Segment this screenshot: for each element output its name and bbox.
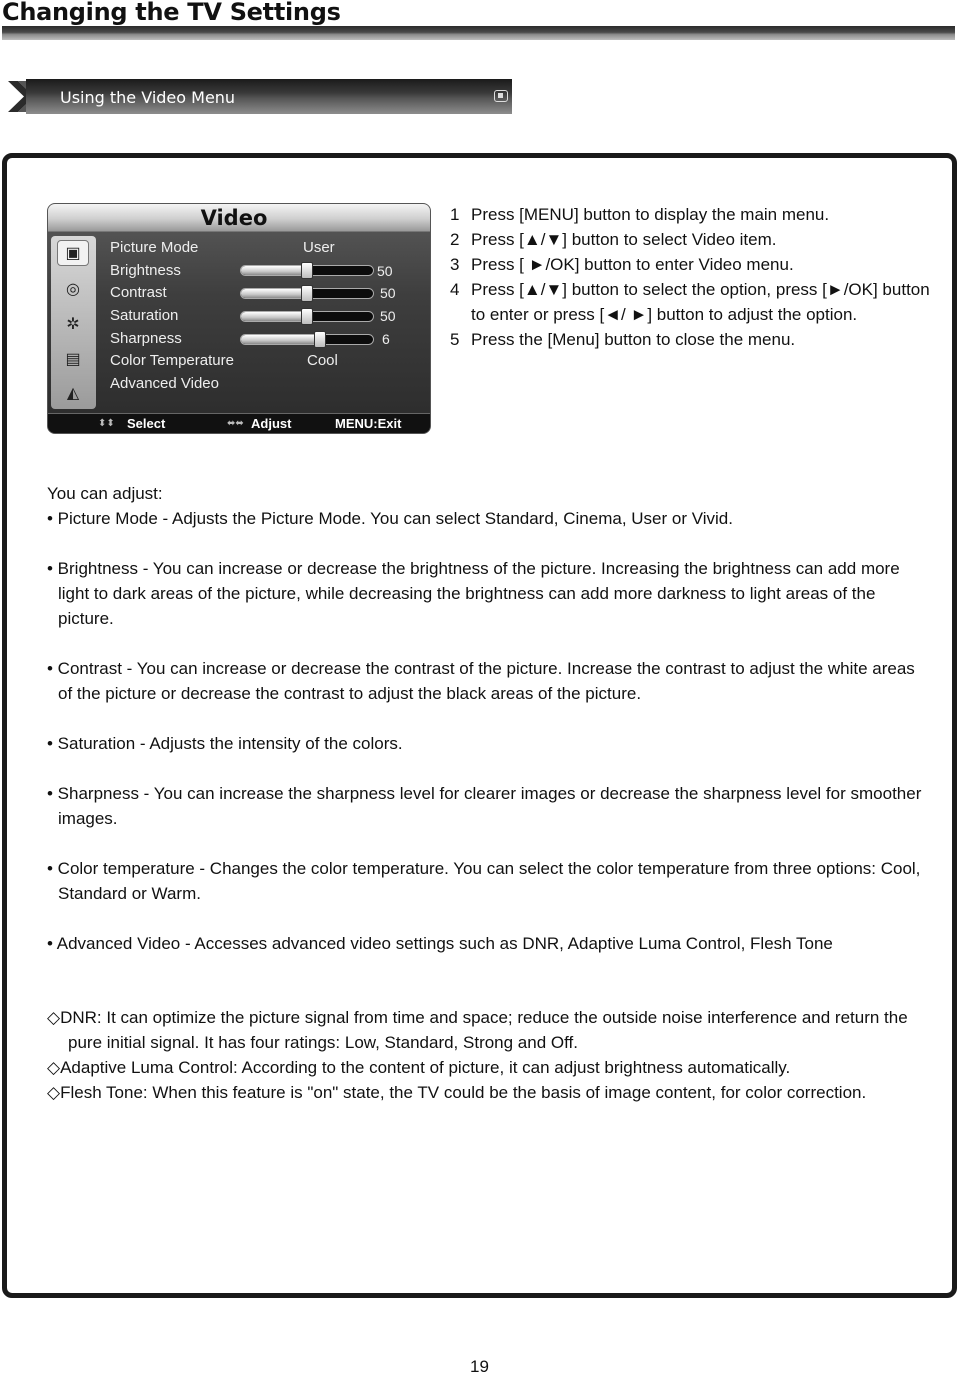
step-text: Press [ ►/OK] button to enter Video menu. — [471, 255, 794, 274]
brightness-knob — [301, 262, 313, 279]
step-text: Press the [Menu] button to close the menu. — [471, 330, 796, 349]
tv-value-picture-mode: User — [303, 239, 335, 256]
up-down-arrows-icon: ⬍⬍ — [98, 418, 115, 429]
tv-row-picture-mode: Picture Mode — [110, 239, 199, 256]
sharpness-slider — [240, 334, 374, 345]
saturation-value: 50 — [380, 308, 396, 324]
contrast-fill — [241, 289, 307, 298]
step-number: 3 — [450, 255, 460, 274]
section-banner — [8, 79, 512, 114]
brightness-value: 50 — [377, 263, 393, 279]
setup-icon: ✲ — [66, 316, 80, 333]
tv-row-sharpness: Sharpness — [110, 330, 182, 347]
bullet-brightness: • Brightness - You can increase or decrease the brightness of the picture. Increasing the brightness can add more light to dark areas of the picture, while decreasing the brightness can add more darkness to light areas of the picture. — [47, 559, 900, 628]
sharpness-knob — [314, 331, 326, 348]
page-title: Changing the TV Settings — [2, 0, 341, 26]
bullet-contrast: • Contrast - You can increase or decrease the contrast of the picture. Increase the contrast to adjust the white areas of the picture or decrease the contrast to adjust the black areas of the picture. — [47, 659, 915, 703]
tv-menu-icon-bar — [51, 236, 96, 409]
channel-icon: ▤ — [65, 351, 81, 368]
tv-menu-footer — [48, 413, 430, 433]
sharpness-value: 6 — [382, 331, 390, 347]
tv-menu-header — [48, 204, 430, 232]
saturation-knob — [301, 308, 313, 325]
intro-text: You can adjust: — [47, 484, 163, 503]
title-rule — [2, 26, 955, 40]
audio-icon: ◎ — [66, 281, 80, 298]
advanced-item-flesh-tone: ◇Flesh Tone: When this feature is "on" state, the TV could be the basis of image content, for color correction. — [47, 1083, 867, 1102]
tv-value-color-temperature: Cool — [307, 352, 338, 369]
step-text: Press [▲/▼] button to select Video item. — [471, 230, 777, 249]
tv-footer-exit: MENU:Exit — [335, 416, 402, 431]
page-number: 19 — [470, 1357, 489, 1374]
step-text: Press [▲/▼] button to select the option, press [►/OK] button to enter or press [◄/ ►] button to adjust the option. — [471, 280, 930, 324]
banner-square-icon — [494, 90, 508, 102]
tv-row-color-temperature: Color Temperature — [110, 352, 234, 369]
advanced-item-dnr: ◇DNR: It can optimize the picture signal from time and space; reduce the outside noise interference and return the pure initial signal. It has four ratings: Low, Standard, Strong and Off. — [47, 1008, 908, 1052]
step-item — [450, 252, 940, 277]
steps-list — [450, 202, 940, 352]
tv-row-advanced-video: Advanced Video — [110, 375, 219, 392]
bullet-sharpness: • Sharpness - You can increase the sharpness level for clearer images or decrease the sharpness level for smoother images. — [47, 784, 922, 828]
tv-row-saturation: Saturation — [110, 307, 179, 324]
lock-icon: ◭ — [66, 385, 80, 402]
bullet-saturation: • Saturation - Adjusts the intensity of the colors. — [47, 734, 403, 753]
contrast-knob — [301, 285, 313, 302]
step-item — [450, 277, 940, 327]
bullet-picture-mode: • Picture Mode - Adjusts the Picture Mode. You can select Standard, Cinema, User or Vivid. — [47, 509, 733, 528]
advanced-item-adaptive-luma: ◇Adaptive Luma Control: According to the content of picture, it can adjust brightness automatically. — [47, 1058, 791, 1077]
section-banner-title: Using the Video Menu — [60, 88, 236, 107]
step-text: Press [MENU] button to display the main menu. — [471, 205, 830, 224]
left-right-arrows-icon: ⬌⬌ — [227, 418, 244, 429]
bullet-advanced-video: • Advanced Video - Accesses advanced video settings such as DNR, Adaptive Luma Control, Flesh Tone — [47, 934, 833, 953]
step-item — [450, 202, 940, 227]
contrast-value: 50 — [380, 285, 396, 301]
step-number: 4 — [450, 280, 460, 299]
sharpness-fill — [241, 335, 320, 344]
brightness-fill — [241, 266, 307, 275]
tv-row-contrast: Contrast — [110, 284, 167, 301]
tv-picture-icon: ▣ — [57, 240, 89, 266]
step-item — [450, 327, 940, 352]
tv-menu-title: Video — [200, 206, 268, 230]
step-number: 1 — [450, 205, 460, 224]
tv-row-brightness: Brightness — [110, 262, 181, 279]
step-item — [450, 227, 940, 252]
step-number: 5 — [450, 330, 460, 349]
saturation-fill — [241, 312, 307, 321]
bullet-color-temperature: • Color temperature - Changes the color temperature. You can select the color temperature from three options: Cool, Standard or Warm. — [47, 859, 921, 903]
step-number: 2 — [450, 230, 460, 249]
tv-video-menu — [47, 203, 431, 434]
tv-footer-select: Select — [127, 416, 166, 431]
tv-footer-adjust: Adjust — [251, 416, 292, 431]
